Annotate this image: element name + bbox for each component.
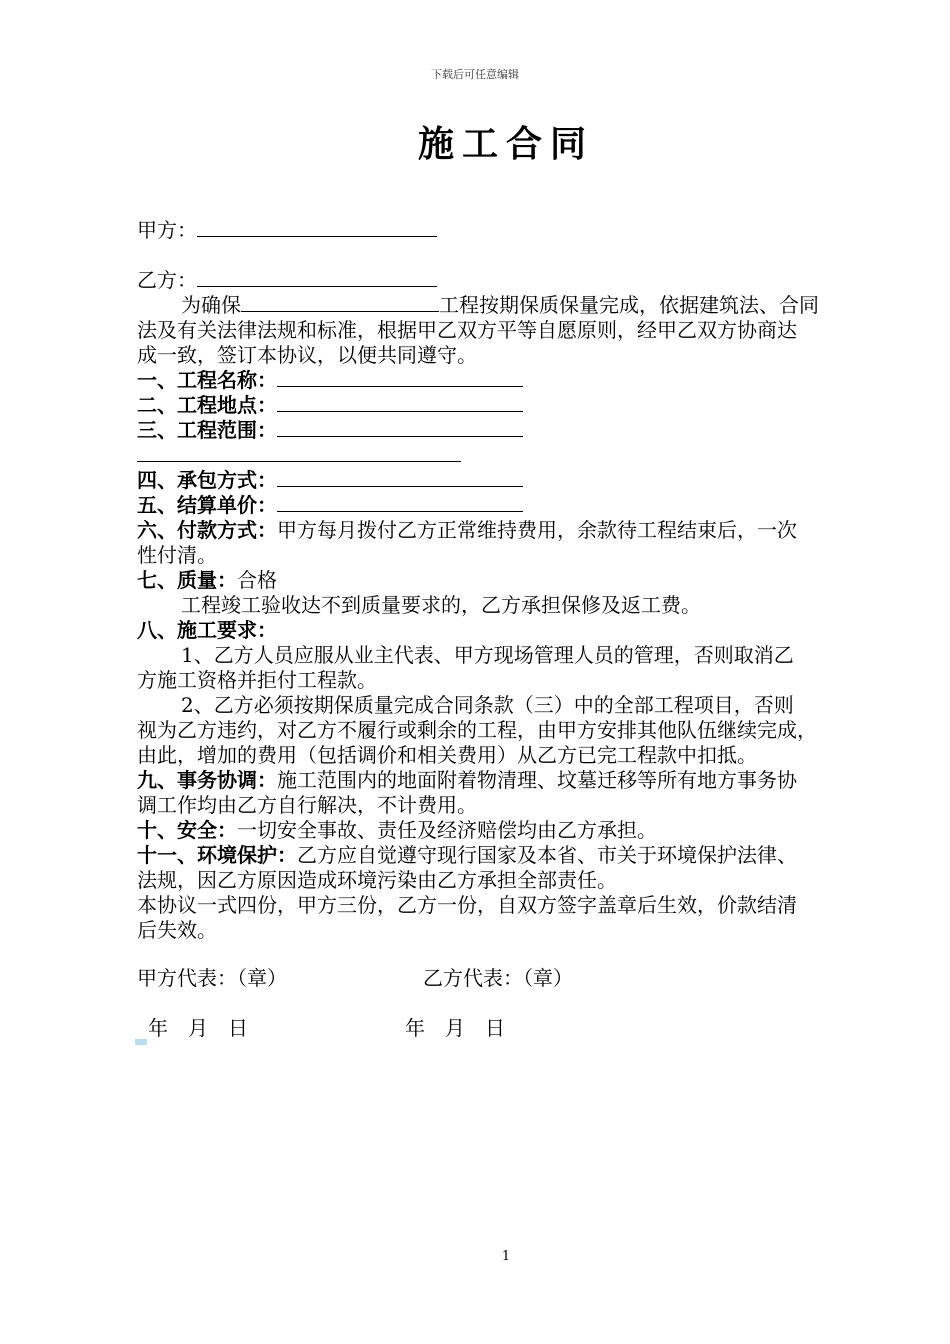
text-cursor-highlight	[135, 1039, 147, 1045]
intro-line-3: 成一致，签订本协议，以便共同遵守。	[137, 343, 477, 367]
party-a-date: 年 月 日	[148, 1016, 248, 1040]
party-b-blank[interactable]	[197, 268, 437, 287]
item-contract	[137, 468, 523, 493]
party-b-representative: 乙方代表：（章）	[423, 966, 573, 990]
intro-text: 工程按期保质保量完成，依据建筑法、合同	[439, 293, 819, 317]
environment-line-2: 法规，因乙方原因造成环境污染由乙方承担全部责任。	[137, 868, 617, 892]
header-note: 下载后可任意编辑	[431, 68, 519, 81]
party-b-line	[137, 268, 437, 293]
item-safety	[137, 818, 657, 843]
item-label: 五、结算单价：	[137, 493, 277, 517]
item-requirements: 八、施工要求：	[137, 618, 277, 642]
quality-text: 工程竣工验收达不到质量要求的，乙方承担保修及返工费。	[181, 593, 701, 617]
party-b-label: 乙方：	[137, 268, 197, 292]
item-label: 一、工程名称：	[137, 368, 277, 392]
contract-blank[interactable]	[277, 468, 523, 487]
price-blank[interactable]	[277, 493, 523, 512]
project-blank[interactable]	[241, 293, 439, 312]
req1-line-1: 1、乙方人员应服从业主代表、甲方现场管理人员的管理，否则取消乙	[181, 643, 794, 667]
req1-line-2: 方施工资格并拒付工程款。	[137, 668, 377, 692]
scope-continuation	[137, 443, 461, 468]
location-blank[interactable]	[277, 393, 523, 412]
req2-line-2: 视为乙方违约，对乙方不履行或剩余的工程，由甲方安排其他队伍继续完成，	[137, 718, 817, 742]
item-coordination	[137, 768, 797, 793]
coordination-line-2: 调工作均由乙方自行解决，不计费用。	[137, 793, 477, 817]
intro-line-1	[137, 293, 819, 318]
item-scope	[137, 418, 523, 443]
item-environment	[137, 843, 797, 868]
item-label: 九、事务协调：	[137, 768, 277, 792]
party-a-representative: 甲方代表：（章）	[137, 966, 287, 990]
item-label: 十、安全：	[137, 818, 237, 842]
closing-line-2: 后失效。	[137, 918, 217, 942]
item-price	[137, 493, 523, 518]
item-label: 六、付款方式：	[137, 518, 277, 542]
scope-blank[interactable]	[277, 418, 523, 437]
item-label: 三、工程范围：	[137, 418, 277, 442]
item-payment	[137, 518, 797, 543]
party-b-date: 年 月 日	[405, 1016, 505, 1040]
item-quality	[137, 568, 277, 593]
closing-line-1: 本协议一式四份，甲方三份，乙方一份，自双方签字盖章后生效，价款结清	[137, 893, 797, 917]
document-title: 施工合同	[417, 123, 594, 165]
item-text: 合格	[237, 568, 277, 592]
intro-line-2: 法及有关法律法规和标准，根据甲乙双方平等自愿原则，经甲乙双方协商达	[137, 318, 797, 342]
item-label: 十一、环境保护：	[137, 843, 297, 867]
party-a-blank[interactable]	[197, 218, 437, 237]
item-label: 七、质量：	[137, 568, 237, 592]
scope-blank-2[interactable]	[137, 443, 461, 462]
item-text: 施工范围内的地面附着物清理、坟墓迁移等所有地方事务协	[277, 768, 797, 792]
page-number: 1	[501, 1249, 511, 1264]
item-label: 二、工程地点：	[137, 393, 277, 417]
item-text: 甲方每月拨付乙方正常维持费用，余款待工程结束后，一次	[277, 518, 797, 542]
item-label: 四、承包方式：	[137, 468, 277, 492]
req2-line-1: 2、乙方必须按期保质量完成合同条款（三）中的全部工程项目，否则	[181, 693, 794, 717]
intro-text: 为确保	[181, 293, 241, 317]
payment-line-2: 性付清。	[137, 543, 217, 567]
item-name	[137, 368, 523, 393]
party-a-label: 甲方：	[137, 218, 197, 242]
party-a-line	[137, 218, 437, 243]
item-location	[137, 393, 523, 418]
item-text: 乙方应自觉遵守现行国家及本省、市关于环境保护法律、	[297, 843, 797, 867]
item-text: 一切安全事故、责任及经济赔偿均由乙方承担。	[237, 818, 657, 842]
name-blank[interactable]	[277, 368, 523, 387]
req2-line-3: 由此，增加的费用（包括调价和相关费用）从乙方已完工程款中扣抵。	[137, 743, 757, 767]
